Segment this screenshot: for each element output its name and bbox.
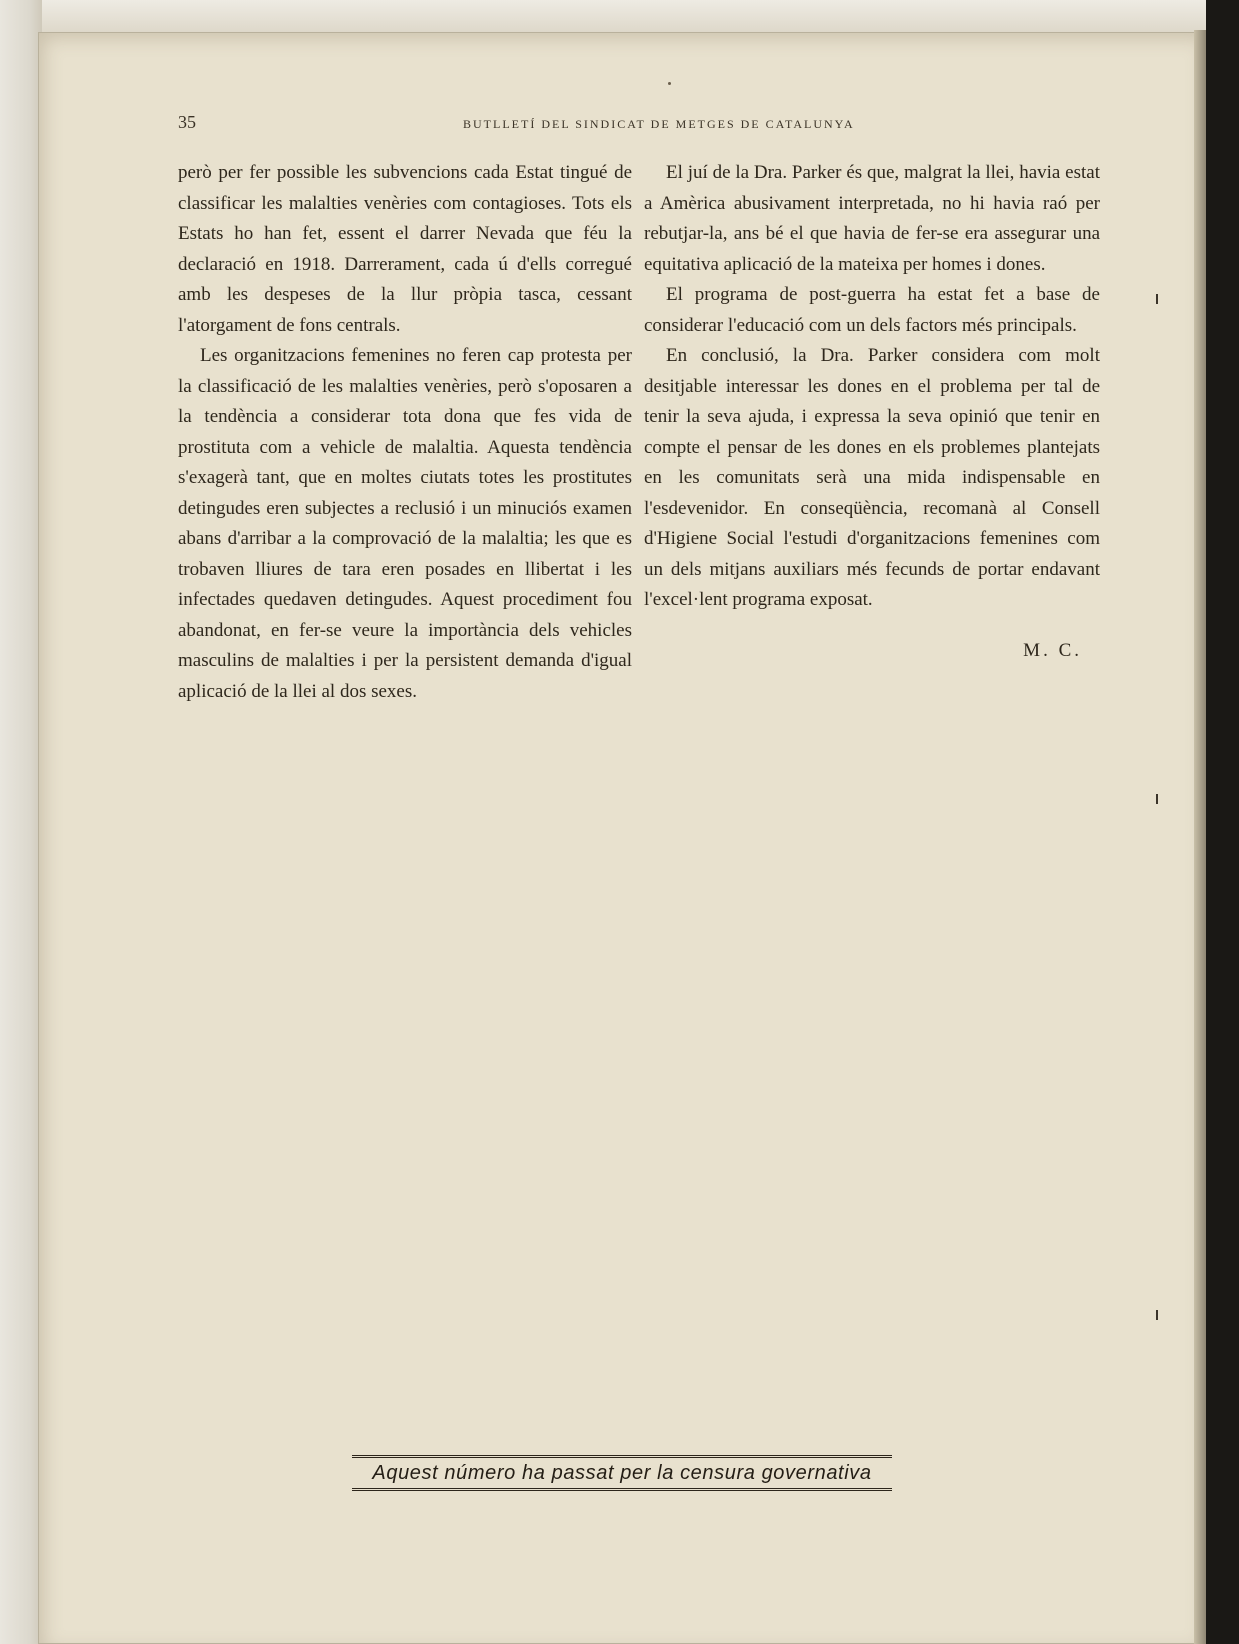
page-number: 35 bbox=[178, 112, 196, 132]
paragraph: El programa de post-guerra ha estat fet a base de considerar l'educació com un dels factors més principals. bbox=[644, 284, 1100, 336]
paragraph: Les organitzacions femenines no feren cap protesta per la classificació de les malalties venèries, però s'oposaren a la tendència a considerar tota dona que fes vida de prostituta com a vehicle de malaltia. Aquesta tendència s'exagerà tant, que en moltes ciutats totes les prostitutes detingudes eren subjectes a reclusió i un minuciós examen abans d'arribar a la comprovació de la malaltia; les que es trobaven lliures de tara eren posades en llibertat i les infectades quedaven detingudes. Aquest procediment fou abandonat, en fer-se veure la importància dels vehicles masculins de malalties i per la persistent demanda d'igual aplicació de la llei al dos sexes. bbox=[178, 345, 632, 702]
page-spine-shadow bbox=[1194, 30, 1206, 1644]
running-title: BUTLLETÍ DEL SINDICAT DE METGES DE CATALUNYA bbox=[463, 117, 855, 131]
scan-background-right bbox=[1206, 0, 1239, 1644]
left-text-column bbox=[178, 158, 632, 707]
document-page bbox=[38, 32, 1198, 1644]
paragraph: El juí de la Dra. Parker és que, malgrat la llei, havia estat a Amèrica abusivament interpretada, no hi havia raó per rebutjar-la, ans bé el que havia de fer-se era assegurar una equitativa aplicació de la mateixa per homes i dones. bbox=[644, 162, 1100, 275]
author-signature: M. C. bbox=[1023, 639, 1082, 661]
censorship-notice: Aquest número ha passat per la censura governativa bbox=[352, 1455, 892, 1491]
scan-background-left bbox=[0, 0, 42, 1644]
margin-mark bbox=[1156, 794, 1166, 804]
print-mark bbox=[668, 82, 671, 85]
scan-background-top bbox=[0, 0, 1239, 36]
margin-mark bbox=[1156, 1310, 1166, 1320]
paragraph: En conclusió, la Dra. Parker considera com molt desitjable interessar les dones en el problema per tal de tenir la seva ajuda, i expressa la seva opinió que tenir en compte el pensar de les dones en els problemes plantejats en les comunitats serà una mida indispensable en l'esdevenidor. En conseqüència, recomanà al Consell d'Higiene Social l'estudi d'organitzacions femenines com un dels mitjans auxiliars més fecunds de portar endavant l'excel·lent programa exposat. bbox=[644, 345, 1100, 610]
paragraph: però per fer possible les subvencions cada Estat tingué de classificar les malalties venèries com contagioses. Tots els Estats ho han fet, essent el darrer Nevada que féu la declaració en 1918. Darrerament, cada ú d'ells corregué amb les despeses de la llur pròpia tasca, cessant l'atorgament de fons centrals. bbox=[178, 162, 632, 336]
right-text-column bbox=[644, 158, 1100, 666]
margin-mark bbox=[1156, 294, 1166, 304]
